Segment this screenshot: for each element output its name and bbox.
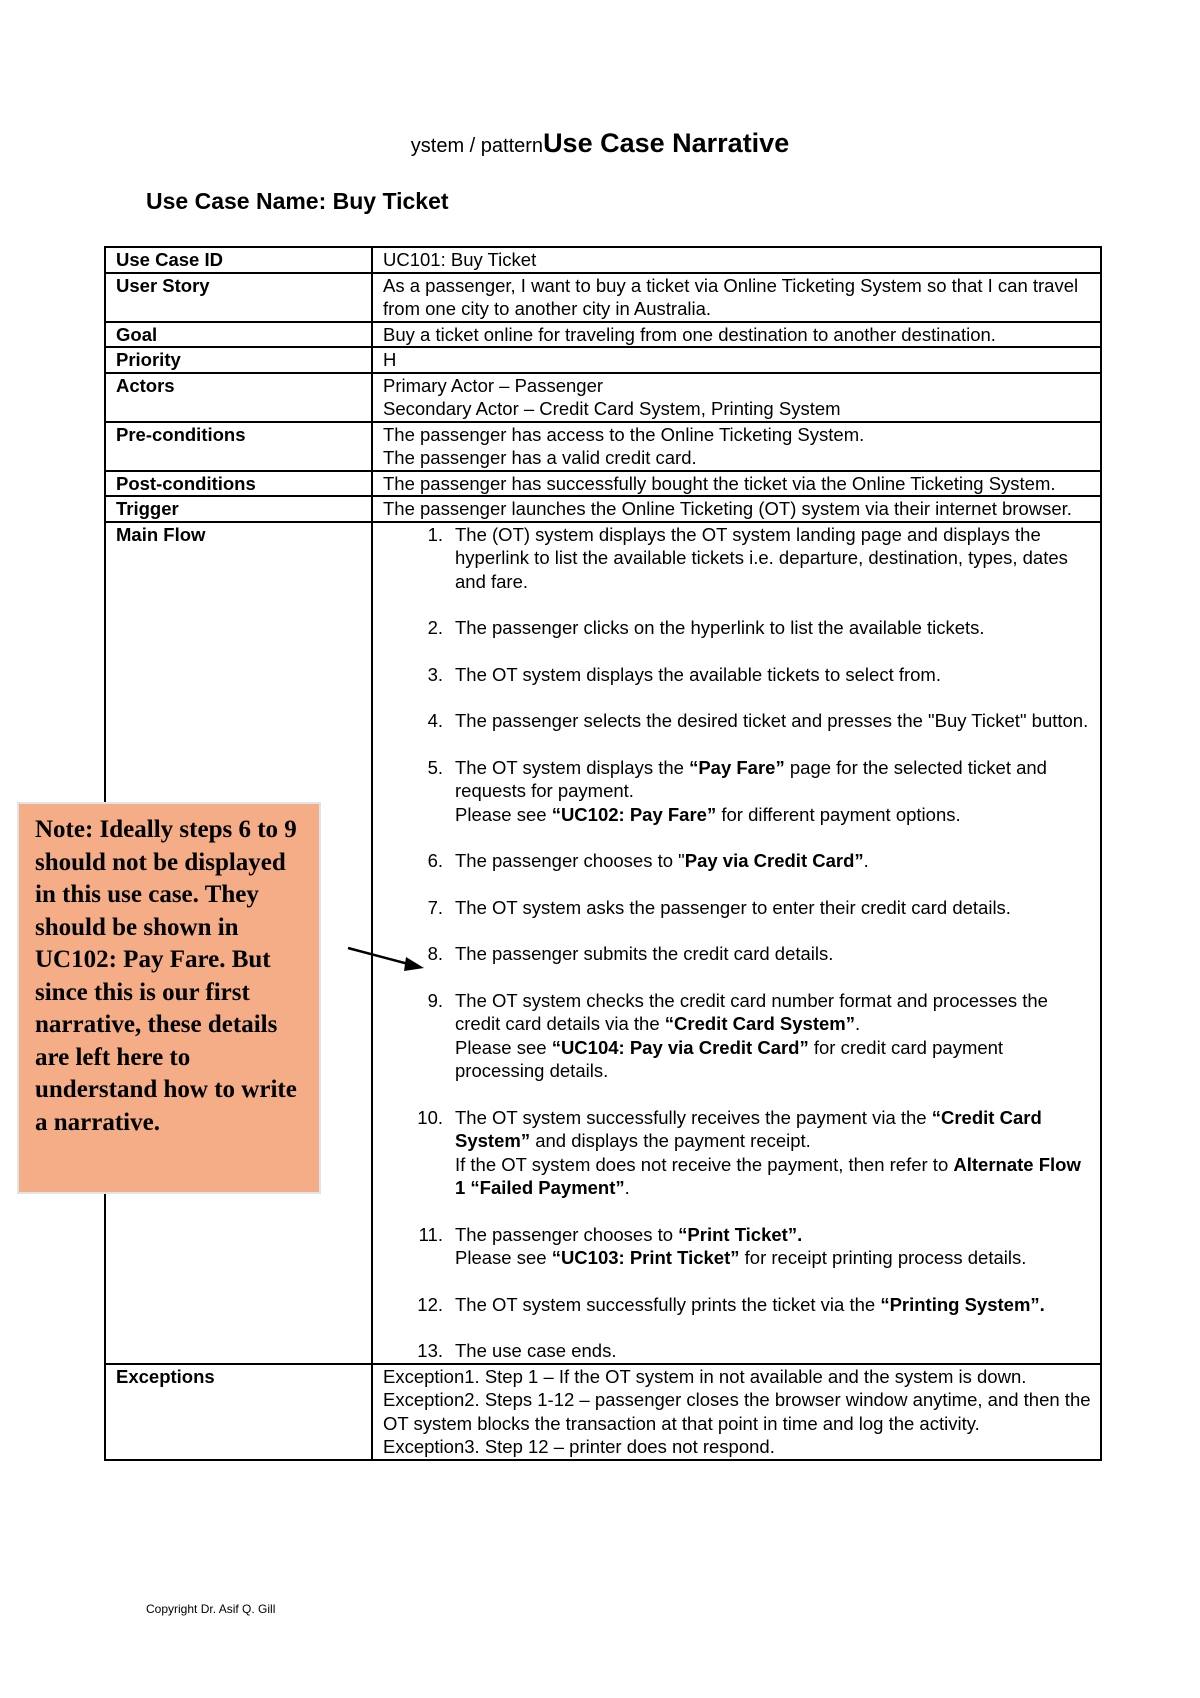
label-postconditions: Post-conditions <box>105 471 372 497</box>
flow-step-9: 9. The OT system checks the credit card number format and processes the credit card details via the “Credit Card System”. Please see “UC104: Pay via Credit Card” for credit card payment processing details. <box>427 989 1048 1081</box>
exception-2: Exception2. Steps 1-12 – passenger closes the browser window anytime, and then the OT system blocks the transaction at that point in time and log the activity. <box>383 1389 1091 1434</box>
row-trigger <box>105 496 1101 522</box>
use-case-name: Use Case Name: Buy Ticket <box>146 188 449 214</box>
row-goal <box>105 322 1101 348</box>
value-goal: Buy a ticket online for traveling from one destination to another destination. <box>372 322 1101 348</box>
label-actors: Actors <box>105 373 372 422</box>
value-priority: H <box>372 347 1101 373</box>
arrow-icon <box>346 944 428 974</box>
flow-step-13: 13. The use case ends. <box>417 1340 617 1361</box>
value-actors <box>372 373 1101 422</box>
note-callout: Note: Ideally steps 6 to 9 should not be displayed in this use case. They should be shown in UC102: Pay Fare. But since this is our first narrative, these details are left here to understand how to write a narrative. <box>17 802 321 1194</box>
precondition-2: The passenger has a valid credit card. <box>383 447 697 468</box>
flow-step-10: 10. The OT system successfully receives the payment via the “Credit Card System” and displays the payment receipt. If the OT system does not receive the payment, then refer to Alternate Flow 1 “Failed Payment”. <box>417 1106 1081 1198</box>
primary-actor: Primary Actor – Passenger <box>383 374 604 396</box>
flow-step-1: 1. The (OT) system displays the OT system landing page and displays the hyperlink to list the available tickets i.e. departure, destination, types, dates and fare. <box>427 523 1068 592</box>
label-exceptions: Exceptions <box>105 1364 372 1460</box>
copyright-footer: Copyright Dr. Asif Q. Gill <box>146 1602 276 1616</box>
row-postconditions <box>105 471 1101 497</box>
exception-3: Exception3. Step 12 – printer does not respond. <box>383 1436 775 1457</box>
row-actors <box>105 373 1101 422</box>
label-goal: Goal <box>105 322 372 348</box>
row-user-story <box>105 273 1101 322</box>
title-main: Use Case Narrative <box>543 128 790 158</box>
flow-step-5: 5. The OT system displays the “Pay Fare” page for the selected ticket and requests for payment. Please see “UC102: Pay Fare” for different payment options. <box>427 756 1047 825</box>
value-main-flow <box>372 522 1101 1364</box>
row-preconditions <box>105 422 1101 471</box>
value-preconditions <box>372 422 1101 471</box>
value-trigger: The passenger launches the Online Ticketing (OT) system via their internet browser. <box>372 496 1101 522</box>
exception-1: Exception1. Step 1 – If the OT system in not available and the system is down. <box>383 1365 1027 1387</box>
row-priority <box>105 347 1101 373</box>
title-prefix: ystem / pattern <box>410 135 544 157</box>
label-main-flow: Main Flow <box>105 522 372 1364</box>
flow-step-4: 4. The passenger selects the desired ticket and presses the "Buy Ticket" button. <box>427 710 1089 731</box>
flow-step-7: 7. The OT system asks the passenger to enter their credit card details. <box>427 896 1011 918</box>
label-preconditions: Pre-conditions <box>105 422 372 471</box>
secondary-actor: Secondary Actor – Credit Card System, Printing System <box>383 398 841 419</box>
flow-step-8: 8. The passenger submits the credit card details. <box>427 943 834 964</box>
document-title <box>0 128 1200 159</box>
value-exceptions <box>372 1364 1101 1460</box>
flow-step-6: 6. The passenger chooses to "Pay via Credit Card”. <box>427 850 869 871</box>
value-use-case-id: UC101: Buy Ticket <box>372 247 1101 273</box>
value-postconditions: The passenger has successfully bought the ticket via the Online Ticketing System. <box>372 471 1101 497</box>
flow-step-12: 12. The OT system successfully prints the ticket via the “Printing System”. <box>417 1293 1045 1315</box>
label-use-case-id: Use Case ID <box>105 247 372 273</box>
row-use-case-id <box>105 247 1101 273</box>
label-user-story: User Story <box>105 273 372 322</box>
main-flow-list <box>383 523 1092 1363</box>
flow-step-11: 11. The passenger chooses to “Print Ticket”. Please see “UC103: Print Ticket” for receipt printing process details. <box>418 1223 1027 1268</box>
label-trigger: Trigger <box>105 496 372 522</box>
precondition-1: The passenger has access to the Online Ticketing System. <box>383 423 865 445</box>
flow-step-3: 3. The OT system displays the available tickets to select from. <box>427 663 941 685</box>
row-exceptions <box>105 1364 1101 1460</box>
label-priority: Priority <box>105 347 372 373</box>
flow-step-2: 2. The passenger clicks on the hyperlink to list the available tickets. <box>427 617 985 638</box>
value-user-story: As a passenger, I want to buy a ticket via Online Ticketing System so that I can travel from one city to another city in Australia. <box>372 273 1101 322</box>
